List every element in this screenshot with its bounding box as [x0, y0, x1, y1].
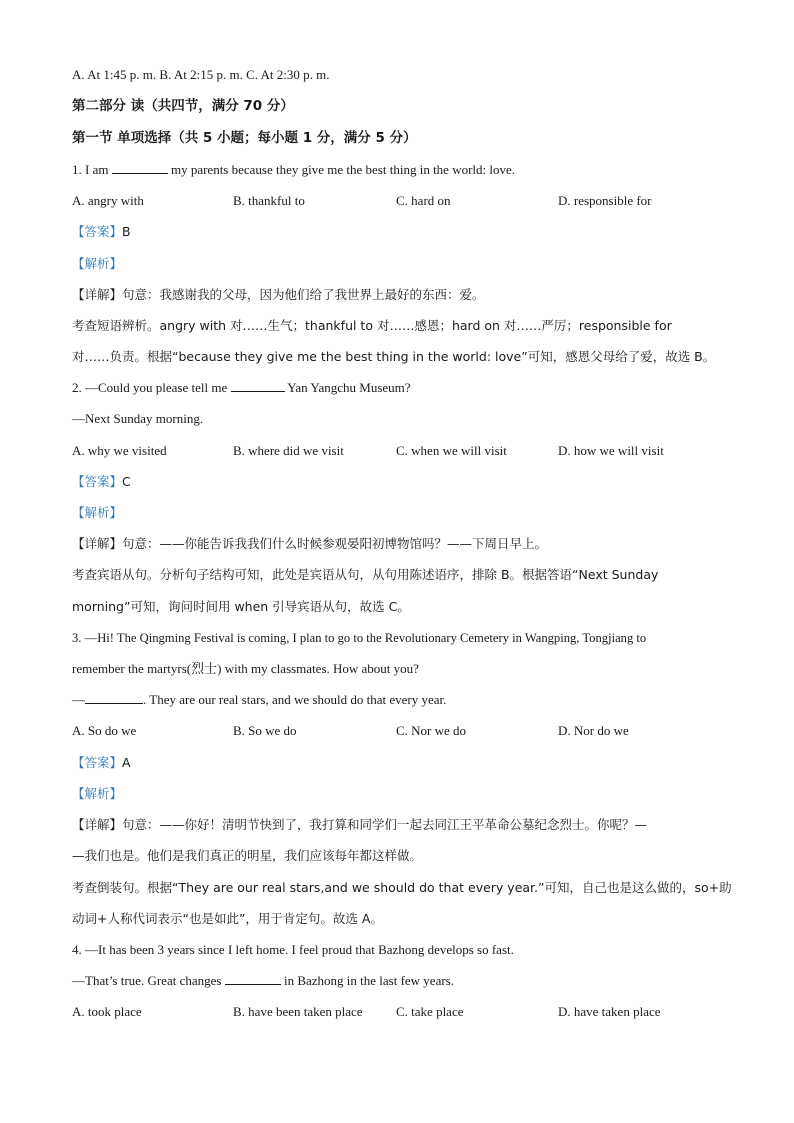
q1-explanation-line2: 对……负责。根据“because they give me the best thing in the world: love”可知，感恩父母给了爱，故选 B。	[72, 349, 716, 364]
q2-answer-value: C	[122, 474, 131, 489]
q2-answer	[72, 473, 131, 491]
q3-option-d: D. Nor do we	[558, 723, 629, 738]
q4-stem: 4. —It has been 3 years since I left home. I feel proud that Bazhong develops so fast.	[72, 942, 514, 957]
q1-stem	[72, 161, 515, 179]
q3-detail-line1: 【详解】句意：——你好！清明节快到了，我打算和同学们一起去同江王平革命公墓纪念烈士。你呢？—	[72, 817, 648, 832]
q3-stem-line1: 3. —Hi! The Qingming Festival is coming, I plan to go to the Revolutionary Cemetery in Wangping, Tongjiang to	[72, 631, 647, 645]
q3-answer-tag: 【答案】	[72, 755, 123, 770]
q2-option-c: C. when we will visit	[396, 443, 507, 458]
q2-explanation-line1: 考查宾语从句。分析句子结构可知，此处是宾语从句，从句用陈述语序，排除 B。根据答语“Next Sunday	[72, 567, 659, 582]
q4-option-d: D. have taken place	[558, 1004, 661, 1019]
q1-answer-value: B	[122, 224, 131, 239]
q2-option-b: B. where did we visit	[233, 443, 344, 458]
q2-stem-end: Yan Yangchu Museum?	[284, 380, 411, 395]
q4-reply	[72, 972, 454, 990]
q4-reply-start: —That’s true. Great changes	[72, 973, 225, 988]
q1-explanation-line1: 考查短语辨析。angry with 对……生气；thankful to 对……感恩；hard on 对……严厉；responsible for	[72, 318, 672, 333]
q4-option-a: A. took place	[72, 1004, 142, 1019]
q1-option-d: D. responsible for	[558, 193, 652, 208]
q3-explanation-line1: 考查倒装句。根据“They are our real stars,and we should do that every year.”可知，自己也是这么做的，so+助	[72, 880, 732, 895]
q3-answer-value: A	[122, 755, 131, 770]
q1-analysis-tag: 【解析】	[72, 256, 123, 271]
q3-option-b: B. So we do	[233, 723, 297, 738]
q2-option-a: A. why we visited	[72, 443, 167, 458]
q3-option-c: C. Nor we do	[396, 723, 467, 738]
q3-options	[72, 722, 722, 740]
q1-option-a: A. angry with	[72, 193, 144, 208]
q2-stem-start: 2. —Could you please tell me	[72, 380, 231, 395]
q3-option-a: A. So do we	[72, 723, 137, 738]
q1-stem-start: 1. I am	[72, 162, 112, 177]
section1-heading: 第一节 单项选择（共 5 小题；每小题 1 分，满分 5 分）	[72, 130, 417, 146]
previous-question-options: A. At 1:45 p. m. B. At 2:15 p. m. C. At 2:30 p. m.	[72, 67, 330, 82]
q2-stem	[72, 379, 411, 397]
q3-blank	[85, 691, 143, 704]
q3-reply	[72, 691, 446, 709]
q1-blank	[112, 161, 168, 174]
q1-answer-tag: 【答案】	[72, 224, 123, 239]
q4-option-c: C. take place	[396, 1004, 464, 1019]
q1-options	[72, 192, 722, 210]
q1-detail: 【详解】句意：我感谢我的父母，因为他们给了我世界上最好的东西：爱。	[72, 287, 485, 302]
q2-explanation-line2: morning”可知，询问时间用 when 引导宾语从句，故选 C。	[72, 599, 410, 614]
q2-reply: —Next Sunday morning.	[72, 411, 204, 426]
q3-reply-end: . They are our real stars, and we should do that every year.	[143, 692, 447, 707]
q1-option-b: B. thankful to	[233, 193, 305, 208]
q2-blank	[231, 379, 285, 392]
q3-reply-dash: —	[72, 692, 85, 707]
q3-detail-line2: —我们也是。他们是我们真正的明星，我们应该每年都这样做。	[72, 848, 423, 863]
q2-options	[72, 442, 722, 460]
q4-reply-end: in Bazhong in the last few years.	[280, 973, 454, 988]
q3-answer	[72, 754, 131, 772]
part2-heading: 第二部分 读（共四节，满分 70 分）	[72, 98, 294, 114]
q4-options	[72, 1003, 722, 1021]
q2-detail: 【详解】句意：——你能告诉我我们什么时候参观晏阳初博物馆吗？——下周日早上。	[72, 536, 548, 551]
q2-analysis-tag: 【解析】	[72, 505, 123, 520]
q2-option-d: D. how we will visit	[558, 443, 664, 458]
q3-analysis-tag: 【解析】	[72, 786, 123, 801]
q4-blank	[225, 972, 281, 985]
q1-stem-end: my parents because they give me the best thing in the world: love.	[167, 162, 516, 177]
q1-answer	[72, 223, 131, 241]
q2-answer-tag: 【答案】	[72, 474, 123, 489]
q3-explanation-line2: 动词+人称代词表示“也是如此”，用于肯定句。故选 A。	[72, 911, 383, 926]
q1-option-c: C. hard on	[396, 193, 451, 208]
q4-option-b: B. have been taken place	[233, 1004, 363, 1019]
q3-stem-line2: remember the martyrs(烈士) with my classmates. How about you?	[72, 661, 419, 676]
